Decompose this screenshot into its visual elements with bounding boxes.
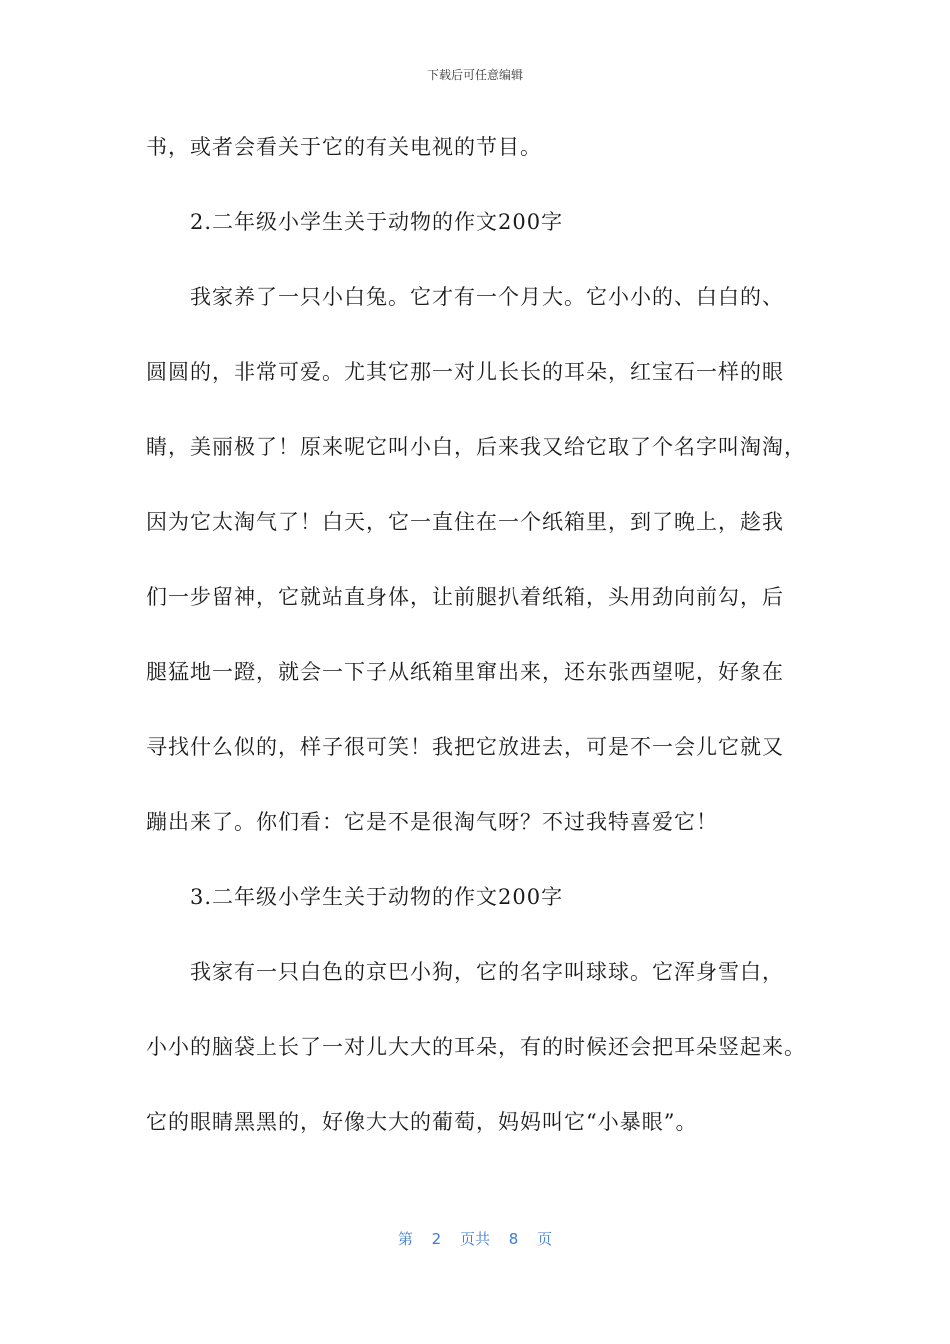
section-heading: 3.二年级小学生关于动物的作文200字 [190, 885, 564, 909]
paragraph-line: 腿猛地一蹬，就会一下子从纸箱里窜出来，还东张西望呢，好象在 [146, 660, 784, 684]
paragraph-line: 我家有一只白色的京巴小狗，它的名字叫球球。它浑身雪白， [190, 960, 784, 984]
paragraph-line: 寻找什么似的，样子很可笑！我把它放进去，可是不一会儿它就又 [146, 735, 784, 759]
paragraph-line: 我家养了一只小白兔。它才有一个月大。它小小的、白白的、 [190, 285, 784, 309]
paragraph-line: 蹦出来了。你们看：它是不是很淘气呀？不过我特喜爱它！ [146, 810, 718, 834]
page-number-footer: 第 2 页共 8 页 [397, 1230, 553, 1248]
paragraph-line: 圆圆的，非常可爱。尤其它那一对儿长长的耳朵，红宝石一样的眼 [146, 360, 784, 384]
paragraph-line: 睛，美丽极了！原来呢它叫小白，后来我又给它取了个名字叫淘淘， [146, 435, 806, 459]
paragraph-line: 因为它太淘气了！白天，它一直住在一个纸箱里，到了晚上，趁我 [146, 510, 784, 534]
section-heading: 2.二年级小学生关于动物的作文200字 [190, 210, 564, 234]
paragraph-line: 它的眼睛黑黑的，好像大大的葡萄，妈妈叫它“小暴眼”。 [146, 1110, 698, 1134]
page-header: 下载后可任意编辑 [426, 68, 523, 82]
paragraph-line: 们一步留神，它就站直身体，让前腿扒着纸箱，头用劲向前勾，后 [146, 585, 784, 609]
text-line: 书，或者会看关于它的有关电视的节目。 [146, 135, 542, 159]
paragraph-line: 小小的脑袋上长了一对儿大大的耳朵，有的时候还会把耳朵竖起来。 [146, 1035, 806, 1059]
document-body [146, 125, 811, 1175]
